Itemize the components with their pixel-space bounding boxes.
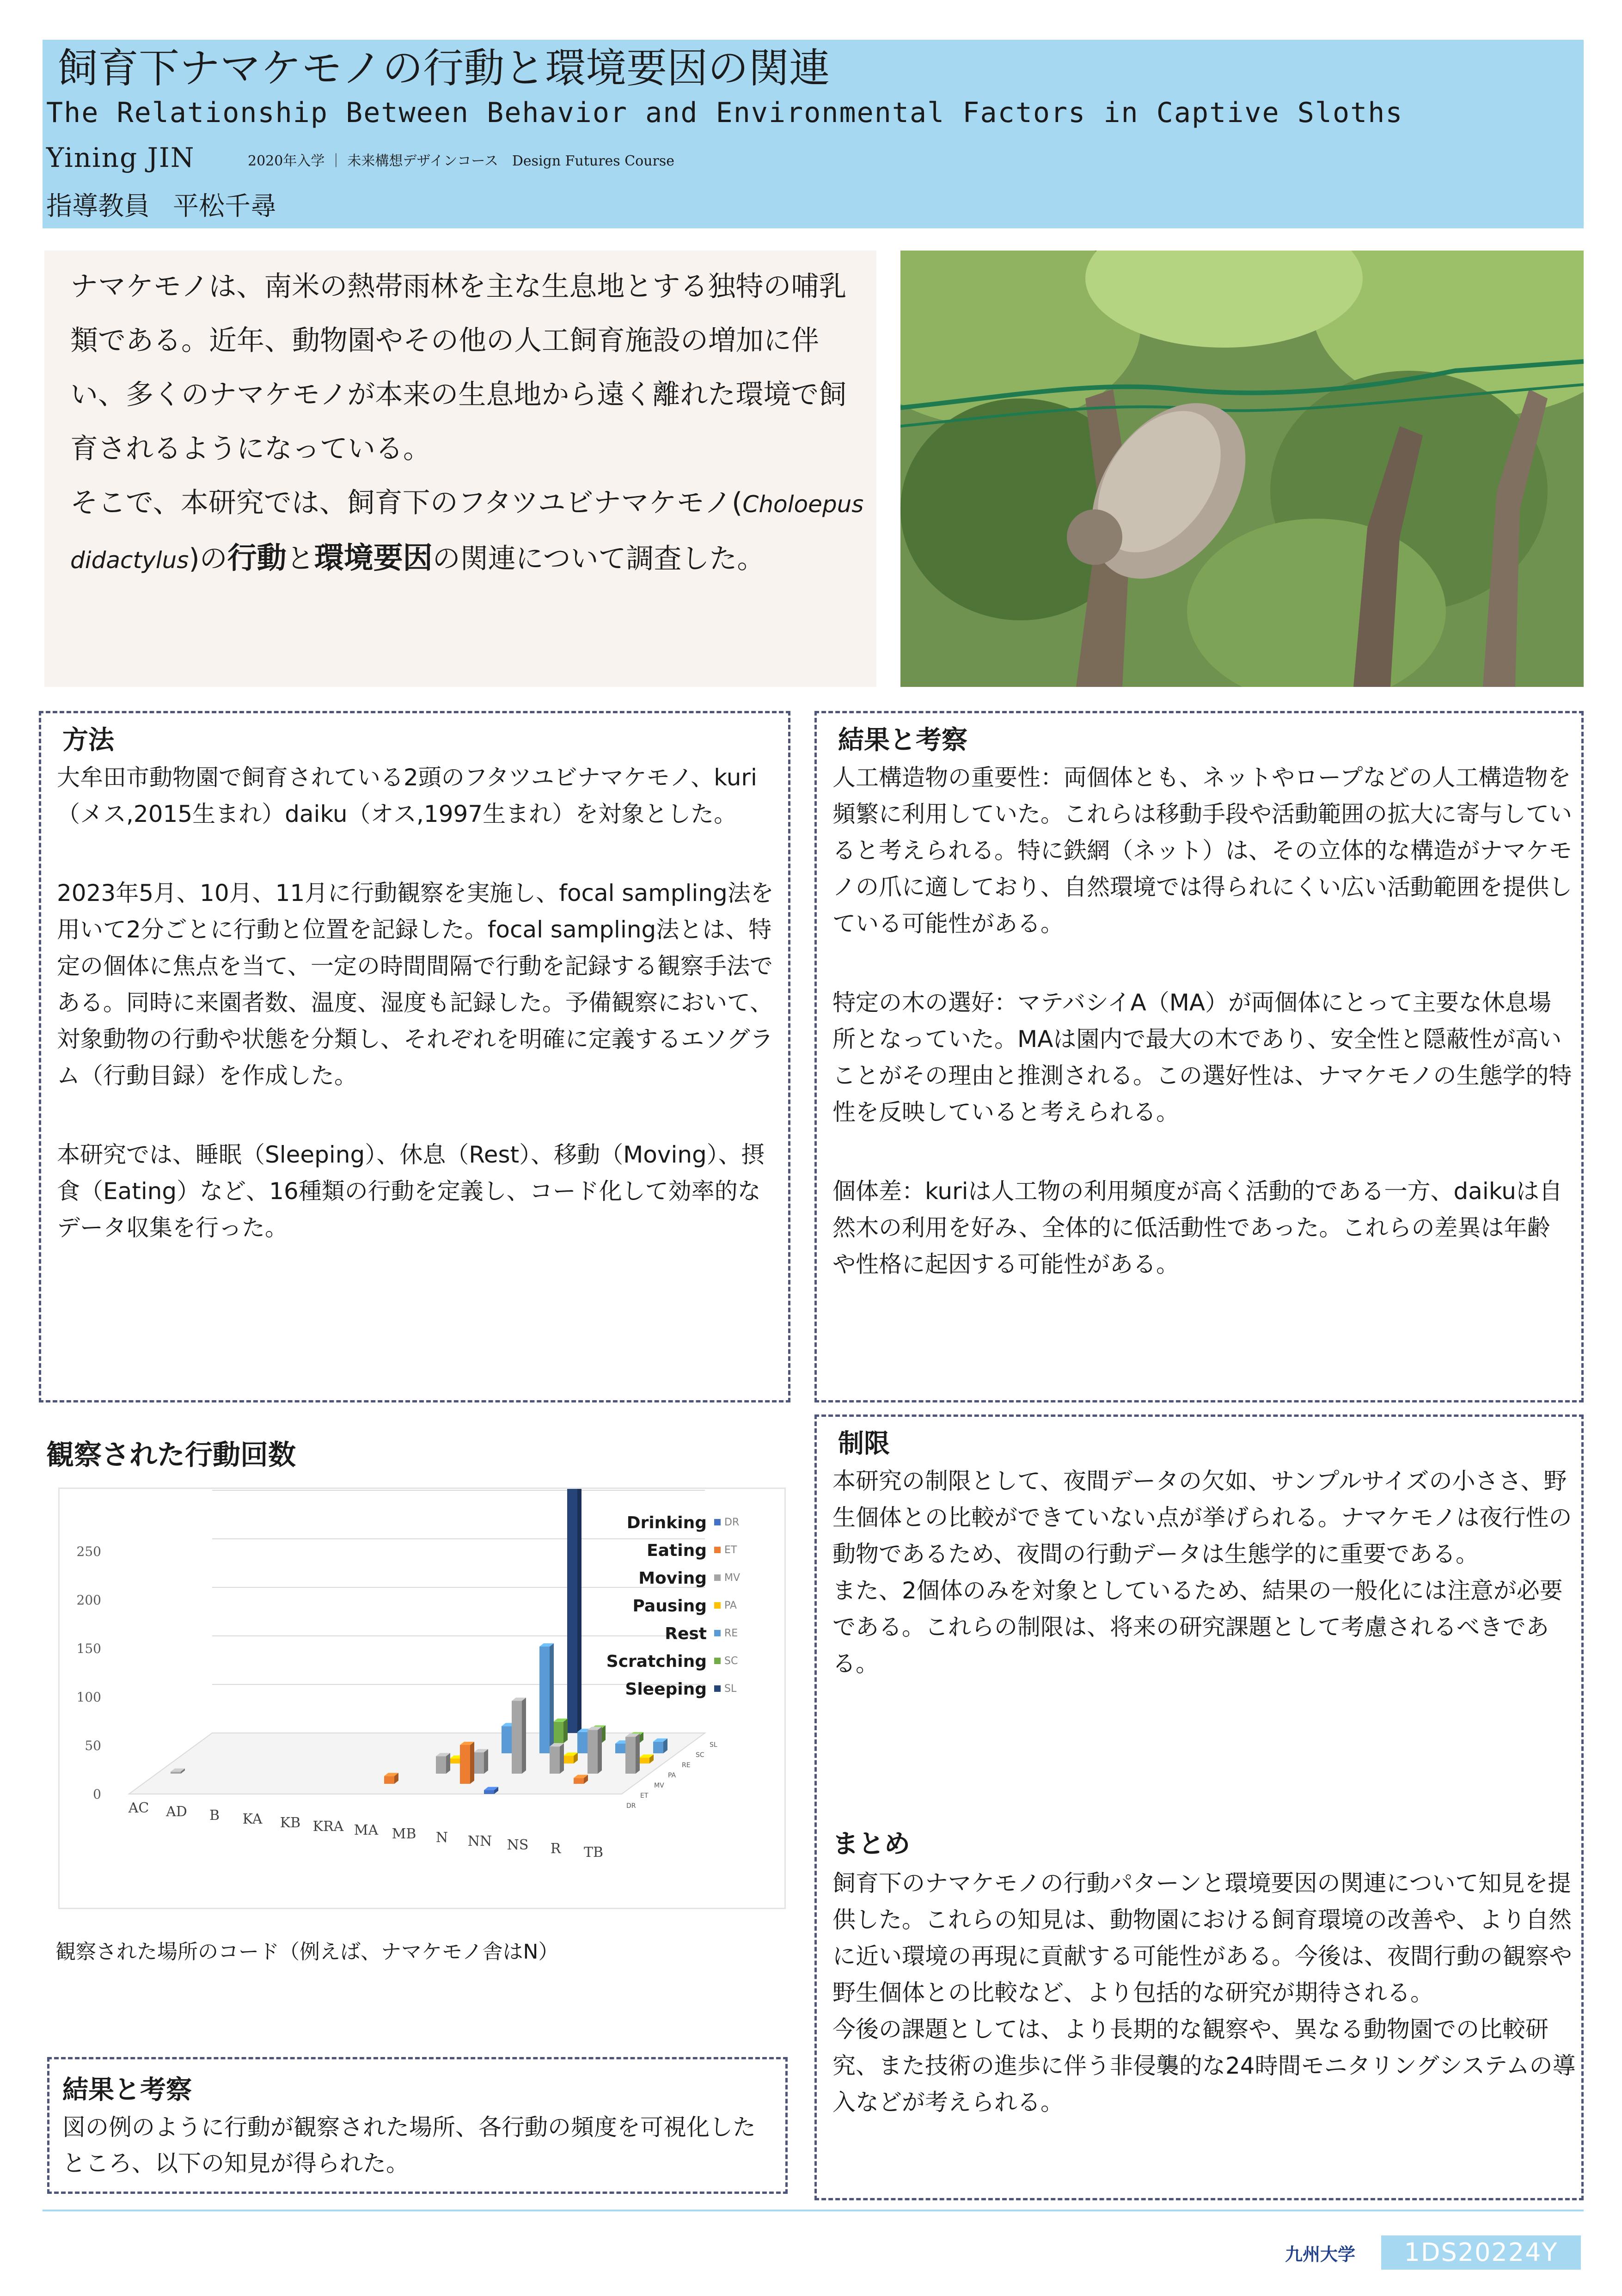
y-tick-label: 50 bbox=[85, 1738, 101, 1753]
bar-side bbox=[598, 1727, 602, 1774]
bar-front bbox=[615, 1744, 625, 1753]
bar-front bbox=[539, 1647, 550, 1753]
methods-panel bbox=[39, 711, 790, 1402]
limitations-paragraph-1: 本研究の制限として、夜間データの欠如、サンプルサイズの小ささ、野生個体との比較ができていない点が挙げられる。ナマケモノは夜行性の動物であるため、夜間の行動データは生態学的に重要である。 bbox=[832, 1468, 1572, 1567]
bar-ET-N bbox=[460, 1742, 474, 1784]
course-info: 2020年入学 ｜ 未来構想デザインコース Design Futures Course bbox=[248, 153, 675, 169]
bar-side bbox=[577, 1489, 581, 1733]
results-paragraph-2: 特定の木の選好：マテバシイA（MA）が両個体にとって主要な休息場所となっていた。MAは園内で最大の木であり、安全性と隠蔽性が高いことがその理由と推測される。この選好性は、ナマケモノの生態学的特性を反映していると考えられる。 bbox=[832, 989, 1572, 1126]
x-tick-label: AD bbox=[166, 1804, 187, 1820]
x-tick-label: N bbox=[435, 1830, 448, 1846]
limitations-panel bbox=[814, 1414, 1584, 2200]
bar-front bbox=[553, 1722, 563, 1743]
supervisor-name: 平松千尋 bbox=[173, 191, 276, 221]
bar-MV-NN bbox=[512, 1698, 526, 1774]
chart-title: 観察された行動回数 bbox=[46, 1439, 296, 1471]
results-title: 結果と考察 bbox=[838, 725, 967, 755]
x-tick-label: MA bbox=[354, 1822, 379, 1838]
y-tick-label: 0 bbox=[93, 1787, 101, 1802]
bar-side bbox=[636, 1733, 640, 1774]
legend-label-DR: Drinking bbox=[626, 1513, 707, 1532]
sloth-photo bbox=[900, 251, 1584, 687]
bar-SL-NN bbox=[567, 1489, 581, 1733]
species-name: Choloepus didactylus bbox=[70, 491, 864, 574]
legend-code-RE: RE bbox=[724, 1628, 738, 1639]
summary-body bbox=[832, 1865, 1577, 2121]
keyword-environment: 環境要因 bbox=[314, 541, 433, 576]
intro-p2-c: と bbox=[286, 543, 314, 575]
legend-label-SL: Sleeping bbox=[625, 1680, 707, 1699]
intro-p2-a: そこで、本研究では、飼育下のフタツユビナマケモノ( bbox=[70, 487, 743, 519]
summary-paragraph-2: 今後の課題としては、より長期的な観察や、異なる動物園での比較研究、また技術の進歩に伴う非侵襲的な24時間モニタリングシステムの導入などが考えられる。 bbox=[832, 2016, 1576, 2116]
depth-label: PA bbox=[668, 1772, 676, 1779]
bar-MV-R bbox=[588, 1727, 602, 1774]
depth-label: ET bbox=[640, 1792, 649, 1800]
limitations-title: 制限 bbox=[838, 1429, 890, 1459]
y-tick-labels bbox=[77, 1544, 101, 1802]
header-banner bbox=[43, 40, 1584, 228]
depth-label: SC bbox=[696, 1751, 704, 1759]
legend-code-MV: MV bbox=[724, 1572, 741, 1584]
methods-paragraph-3: 本研究では、睡眠（Sleeping）、休息（Rest）、移動（Moving）、摂食（Eating）など、16種類の行動を定義し、コード化して効率的なデータ収集を行った。 bbox=[57, 1141, 765, 1241]
intro-p2-b: )の bbox=[189, 543, 227, 575]
summary-title: まとめ bbox=[832, 1829, 910, 1859]
results2-title: 結果と考察 bbox=[62, 2075, 192, 2105]
bar-side bbox=[522, 1698, 526, 1774]
bar-side bbox=[550, 1643, 554, 1753]
supervisor-label: 指導教員 bbox=[46, 191, 150, 221]
student-id: 1DS20224Y bbox=[1404, 2238, 1558, 2267]
university-name: 九州大学 bbox=[1285, 2244, 1356, 2265]
bar-side bbox=[560, 1743, 564, 1774]
supervisor bbox=[46, 187, 300, 227]
bar-front bbox=[567, 1489, 577, 1733]
bar-front bbox=[384, 1776, 394, 1784]
bar-front bbox=[653, 1742, 663, 1753]
legend-label-ET: Eating bbox=[647, 1541, 707, 1560]
x-tick-label: NS bbox=[507, 1837, 529, 1853]
x-tick-label: R bbox=[550, 1841, 561, 1857]
x-tick-label: TB bbox=[583, 1844, 604, 1861]
behavior-count-chart bbox=[58, 1488, 786, 1909]
bar-MV-N bbox=[474, 1749, 488, 1774]
x-tick-label: AC bbox=[128, 1800, 149, 1816]
legend-label-RE: Rest bbox=[665, 1624, 707, 1643]
limitations-paragraph-2: また、2個体のみを対象としているため、結果の一般化には注意が必要である。これらの制限は、将来の研究課題として考慮されるべきである。 bbox=[832, 1577, 1563, 1677]
depth-label: SL bbox=[710, 1741, 717, 1749]
bar-front bbox=[460, 1745, 470, 1784]
bar-MV-NS bbox=[550, 1743, 564, 1774]
y-tick-label: 200 bbox=[76, 1592, 101, 1608]
methods-paragraph-1: 大牟田市動物園で飼育されている2頭のフタツユビナマケモノ、kuri（メス,2015生まれ）daiku（オス,1997生まれ）を対象とした。 bbox=[57, 764, 757, 827]
bar-side bbox=[446, 1753, 450, 1774]
x-tick-labels bbox=[128, 1800, 603, 1861]
x-tick-label: B bbox=[209, 1807, 220, 1824]
depth-label: RE bbox=[682, 1762, 691, 1769]
x-tick-label: KB bbox=[280, 1815, 301, 1831]
bar-front bbox=[436, 1756, 446, 1774]
x-tick-label: NN bbox=[467, 1833, 492, 1849]
footer-divider bbox=[43, 2210, 1584, 2211]
bar-front bbox=[563, 1756, 574, 1763]
bar-front bbox=[474, 1752, 484, 1774]
results2-body: 図の例のように行動が観察された場所、各行動の頻度を可視化したところ、以下の知見が得られた。 bbox=[62, 2114, 756, 2177]
legend-swatch-RE bbox=[714, 1630, 721, 1636]
bar-RE-NN bbox=[539, 1643, 554, 1753]
x-tick-label: MB bbox=[392, 1826, 416, 1842]
results-paragraph-3: 個体差：kuriは人工物の利用頻度が高く活動的である一方、daikuは自然木の利用を好み、全体的に低活動性であった。これらの差異は年齢や性格に起因する可能性がある。 bbox=[832, 1178, 1562, 1278]
x-tick-label: KRA bbox=[312, 1818, 344, 1835]
legend-code-ET: ET bbox=[724, 1544, 737, 1556]
bar-front bbox=[550, 1746, 560, 1774]
results-panel-2 bbox=[47, 2057, 788, 2194]
bar-front bbox=[588, 1730, 598, 1774]
bar-RE-TB bbox=[653, 1739, 667, 1753]
legend-swatch-SL bbox=[714, 1685, 721, 1692]
bar-side bbox=[484, 1749, 488, 1774]
methods-paragraph-2: 2023年5月、10月、11月に行動観察を実施し、focal sampling法を用いて2分ごとに行動と位置を記録した。focal sampling法とは、特定の個体に焦点を当て、一定の時間間隔で行動を記録する観察手法である。同時に来園者数、温度、湿度も記録した。予備観察において、対象動物の行動や状態を分類し、それぞれを明確に定義するエソグラム（行動目録）を作成した。 bbox=[57, 880, 774, 1089]
summary-paragraph-1: 飼育下のナマケモノの行動パターンと環境要因の関連について知見を提供した。これらの知見は、動物園における飼育環境の改善や、より自然に近い環境の再現に貢献する可能性がある。今後は、夜間行動の観察や野生個体との比較など、より包括的な研究が期待される。 bbox=[832, 1870, 1572, 2006]
intro-paragraph-1: ナマケモノは、南米の熱帯雨林を主な生息地とする独特の哺乳類である。近年、動物園やその他の人工飼育施設の増加に伴い、多くのナマケモノが本来の生息地から遠く離れた環境で飼育されるようになっている。 bbox=[70, 270, 847, 465]
legend-code-PA: PA bbox=[724, 1600, 737, 1611]
chart-svg bbox=[60, 1489, 784, 1908]
depth-label: DR bbox=[626, 1802, 636, 1810]
legend-swatch-DR bbox=[714, 1519, 721, 1525]
bar-side bbox=[563, 1719, 568, 1743]
intro-p2-d: の関連について調査した。 bbox=[432, 543, 765, 575]
bar-MV-TB bbox=[625, 1733, 640, 1774]
bar-ET-MA bbox=[384, 1773, 398, 1784]
bar-front bbox=[502, 1726, 512, 1753]
bar-MV-MB bbox=[436, 1753, 450, 1774]
bar-front bbox=[577, 1732, 588, 1753]
legend-label-PA: Pausing bbox=[632, 1597, 707, 1616]
legend-swatch-ET bbox=[714, 1547, 721, 1553]
intro-text bbox=[70, 260, 865, 588]
bar-side bbox=[470, 1742, 474, 1784]
results-panel bbox=[814, 711, 1584, 1402]
author-name: Yining JIN bbox=[46, 142, 195, 173]
legend-code-SL: SL bbox=[724, 1683, 737, 1695]
legend-code-DR: DR bbox=[724, 1517, 740, 1528]
bar-front bbox=[639, 1757, 649, 1763]
chart-caption: 観察された場所のコード（例えば、ナマケモノ舎はN） bbox=[55, 1940, 559, 1964]
legend-label-MV: Moving bbox=[638, 1569, 707, 1588]
legend-label-SC: Scratching bbox=[606, 1652, 707, 1671]
legend-swatch-SC bbox=[714, 1658, 721, 1664]
bar-front bbox=[450, 1759, 460, 1764]
limitations-body bbox=[832, 1463, 1577, 1682]
bar-PA-NS bbox=[563, 1752, 578, 1763]
intro-paragraph-2 bbox=[70, 476, 865, 588]
bar-front bbox=[484, 1790, 494, 1794]
keyword-behavior: 行動 bbox=[227, 541, 287, 576]
intro-panel bbox=[44, 251, 876, 687]
poster-title-jp: 飼育下ナマケモノの行動と環境要因の関連 bbox=[57, 44, 830, 92]
bar-SC-NN bbox=[553, 1719, 568, 1743]
legend-swatch-MV bbox=[714, 1574, 721, 1581]
y-tick-label: 250 bbox=[76, 1544, 101, 1559]
poster-title-en: The Relationship Between Behavior and Environmental Factors in Captive Sloths bbox=[46, 97, 1403, 129]
bar-front bbox=[625, 1737, 636, 1774]
bar-front bbox=[574, 1778, 584, 1784]
y-tick-label: 100 bbox=[76, 1690, 101, 1705]
methods-title: 方法 bbox=[62, 725, 114, 755]
legend-code-SC: SC bbox=[724, 1655, 738, 1667]
legend-swatch-PA bbox=[714, 1602, 721, 1609]
x-tick-label: KA bbox=[242, 1811, 263, 1827]
methods-body bbox=[57, 759, 778, 1246]
bar-front bbox=[512, 1701, 522, 1774]
results-body bbox=[832, 759, 1572, 1283]
results-paragraph-1: 人工構造物の重要性：両個体とも、ネットやロープなどの人工構造物を頻繁に利用していた。これらは移動手段や活動範囲の拡大に寄与していると考えられる。特に鉄網（ネット）は、その立体的な構造がナマケモノの爪に適しており、自然環境では得られにくい広い活動範囲を提供している可能性がある。 bbox=[832, 764, 1572, 937]
y-tick-label: 150 bbox=[76, 1641, 101, 1656]
bar-front bbox=[171, 1772, 181, 1774]
depth-label: MV bbox=[654, 1782, 664, 1789]
chart-legend bbox=[606, 1513, 740, 1699]
student-id-badge bbox=[1381, 2235, 1581, 2270]
